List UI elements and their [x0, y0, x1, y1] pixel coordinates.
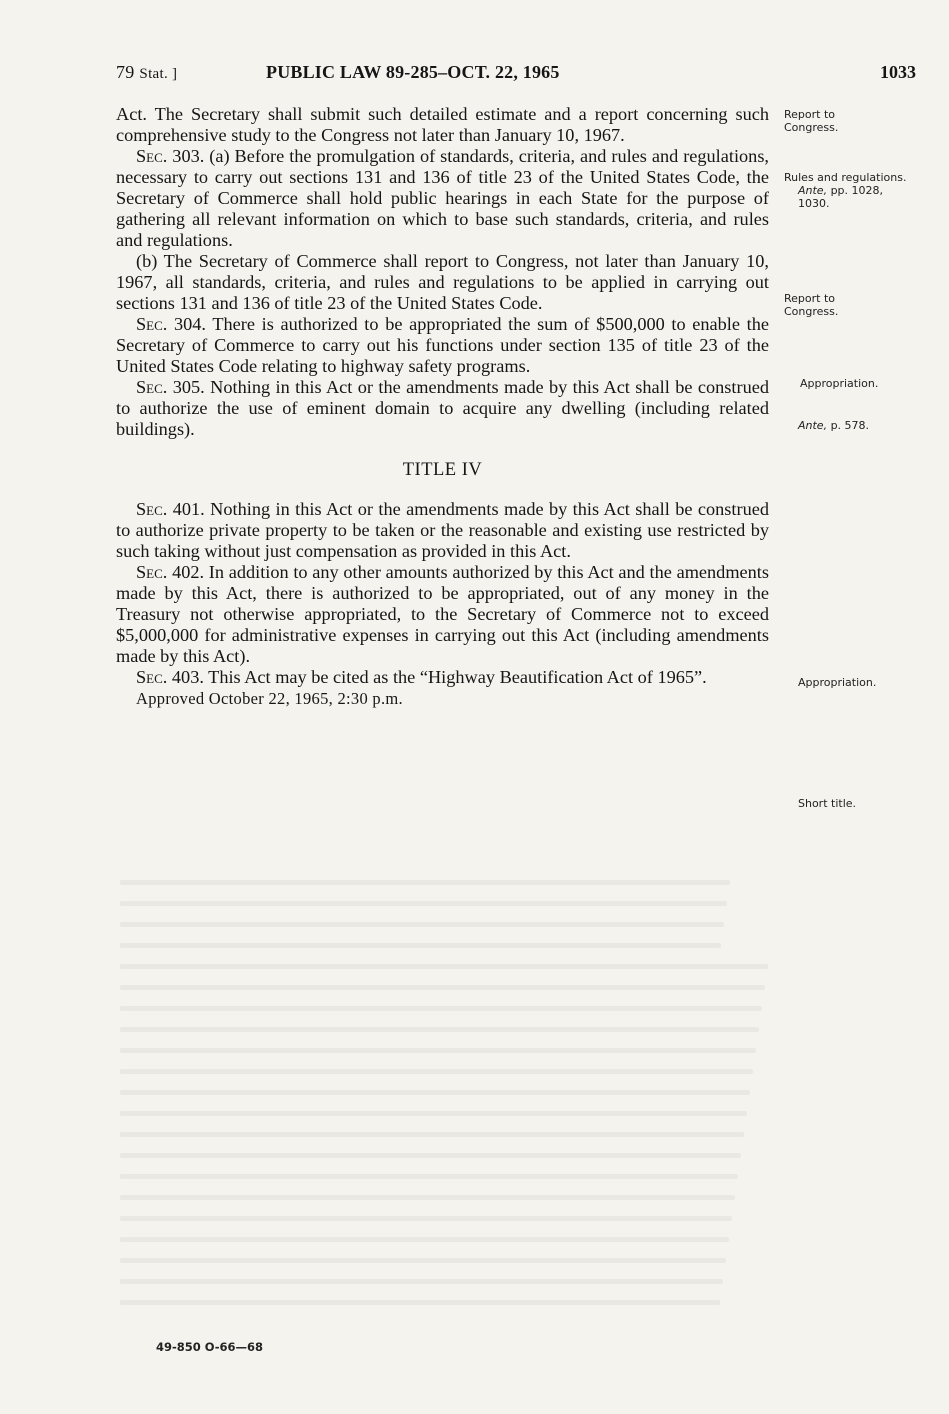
section-label: Sec. 401.	[136, 499, 205, 519]
running-header	[116, 62, 916, 88]
bleed-through-line	[120, 1195, 735, 1200]
paragraph-sec-303-b: (b) The Secretary of Commerce shall report to Congress, not later than January 10, 1967, all standards, criteria, and rules and regulations to be applied in carrying out sections 131 and 136 of title 23 of the United States Code.	[116, 251, 769, 313]
section-label: Sec. 403.	[136, 667, 204, 687]
margin-note-rules-label: Rules and regulations.	[784, 171, 907, 184]
bleed-through-line	[120, 1006, 762, 1011]
statute-volume: 79 Stat. ]	[116, 62, 178, 82]
bleed-through-line	[120, 1174, 738, 1179]
paragraph-sec-304: Sec. 304. There is authorized to be appropriated the sum of $500,000 to enable the Secretary of Commerce to carry out his functions under section 135 of title 23 of the United States Code relating to highway safety programs.	[116, 314, 769, 376]
bleed-through-line	[120, 1153, 741, 1158]
paragraph-sec-305: Sec. 305. Nothing in this Act or the amendments made by this Act shall be construed to authorize the use of eminent domain to acquire any dwelling (including related buildings).	[116, 377, 769, 439]
bleed-through-line	[120, 880, 730, 885]
bleed-through-line	[120, 1300, 720, 1305]
paragraph-sec-402: Sec. 402. In addition to any other amounts authorized by this Act and the amendments made by this Act, there is authorized to be appropriated, out of any money in the Treasury not otherwise appropriated, to the Secretary of Commerce not to exceed $5,000,000 for administrative expenses in carrying out this Act (including amendments made by this Act).	[116, 562, 769, 666]
bleed-through-line	[120, 943, 721, 948]
section-label: Sec. 303.	[136, 146, 205, 166]
bleed-through-line	[120, 922, 724, 927]
margin-note-appropriation: Appropriation.	[800, 377, 879, 390]
margin-note-report: Report to Congress.	[784, 108, 839, 134]
bleed-through-line	[120, 1027, 759, 1032]
margin-note-ante-578: Ante, p. 578.	[798, 419, 870, 432]
bleed-through-line	[120, 1279, 723, 1284]
bleed-through-line	[120, 1132, 744, 1137]
bleed-through-line	[120, 1090, 750, 1095]
title-heading: TITLE IV	[402, 460, 483, 480]
paragraph-sec-303-a: Sec. 303. (a) Before the promulgation of standards, criteria, and rules and regulations, necessary to carry out sections 131 and 136 of title 23 of the United States Code, the Secretary of Commerce shall hold public hearings in each State for the purpose of gathering all relevant information on which to base such standards, criteria, and rules and regulations.	[116, 146, 770, 250]
print-code: 49-850 O-66—68	[156, 1340, 264, 1354]
bleed-through-line	[120, 1048, 756, 1053]
section-label: Sec. 402.	[136, 562, 205, 582]
approval-line: Approved October 22, 1965, 2:30 p.m.	[136, 689, 403, 708]
margin-note-appropriation-2: Appropriation.	[798, 676, 877, 689]
margin-note-short-title: Short title.	[798, 797, 857, 810]
page-number: 1033	[880, 62, 916, 82]
paragraph-sec-401: Sec. 401. Nothing in this Act or the amendments made by this Act shall be construed to authorize private property to be taken or the reasonable and existing use restricted by such taking without just compensation as provided in this Act.	[116, 499, 769, 561]
public-law-heading: PUBLIC LAW 89-285–OCT. 22, 1965	[266, 62, 560, 82]
bleed-through-line	[120, 964, 768, 969]
margin-note-rules	[784, 171, 914, 210]
bleed-through-line	[120, 985, 765, 990]
section-label: Sec. 305.	[136, 377, 205, 397]
paragraph-act-report: Act. The Secretary shall submit such detailed estimate and a report concerning such comprehensive study to the Congress not later than January 10, 1967.	[116, 104, 769, 145]
bleed-through-line	[120, 901, 727, 906]
bleed-through-line	[120, 1237, 729, 1242]
margin-note-report-2: Report to Congress.	[784, 292, 839, 318]
paragraph-sec-403: Sec. 403. This Act may be cited as the “Highway Beautification Act of 1965”.	[136, 667, 707, 687]
main-text	[116, 104, 769, 709]
margin-note-rules-ref: Ante, pp. 1028, 1030.	[798, 184, 884, 210]
bleed-through-line	[120, 1258, 726, 1263]
bleed-through-line	[120, 1111, 747, 1116]
bleed-through-line	[120, 1216, 732, 1221]
bleed-through-line	[120, 1069, 753, 1074]
section-label: Sec. 304.	[136, 314, 207, 334]
